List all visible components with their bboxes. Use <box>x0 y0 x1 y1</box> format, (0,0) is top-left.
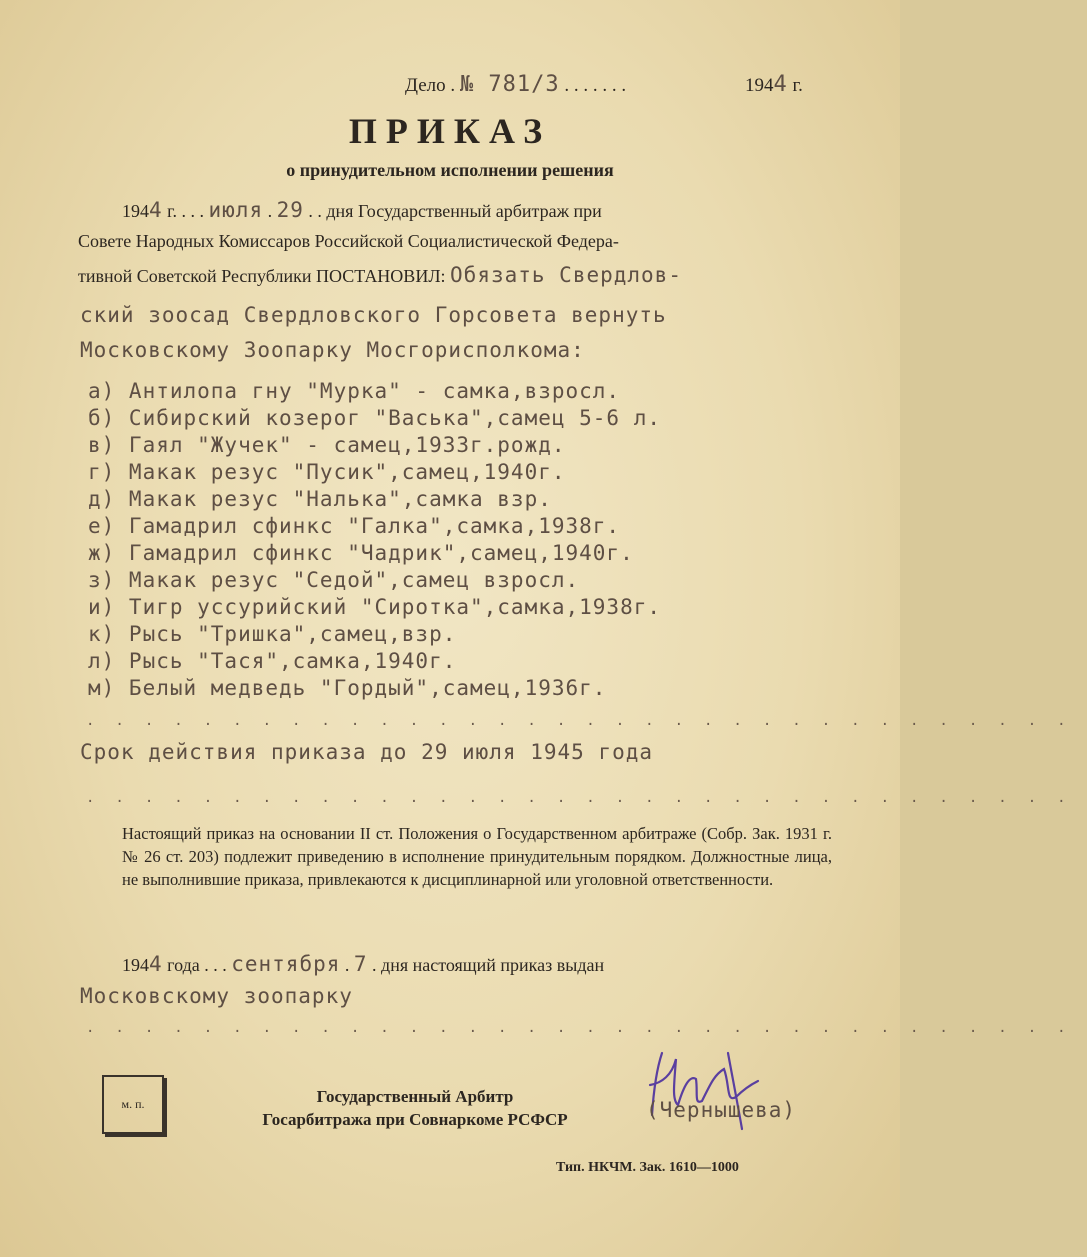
case-number: Дело . № 781/3 . . . . . . . <box>405 72 627 97</box>
decision-typed-2: ский зоосад Свердловского Горсовета вернуть <box>80 303 667 327</box>
issue-year-digit: 4 <box>149 952 163 976</box>
list-item: к) Рысь "Тришка",самец,взр. <box>88 622 457 646</box>
list-item: ж) Гамадрил сфинкс "Чадрик",самец,1940г. <box>88 541 634 565</box>
stamp-placeholder <box>102 1075 164 1134</box>
issue-date-line: 1944 года . . . сентября . 7 . дня настоящий приказ выдан <box>122 952 605 976</box>
arbiter-title-2: Госарбитража при Совнаркоме РСФСР <box>262 1110 568 1129</box>
list-item: а) Антилопа гну "Мурка" - самка,взросл. <box>88 379 621 403</box>
list-item: л) Рысь "Тася",самка,1940г. <box>88 649 457 673</box>
case-label: Дело <box>405 75 446 96</box>
stamp-label: м. п. <box>121 1097 145 1111</box>
issue-year-word: года <box>167 955 200 975</box>
document-title: ПРИКАЗ <box>348 111 552 151</box>
decision-year-prefix: 194 <box>122 201 149 221</box>
issue-text: дня настоящий приказ выдан <box>381 955 605 975</box>
header-year-digit: 4 <box>773 72 788 97</box>
dotted-separator: .................................. <box>86 1020 1087 1036</box>
decision-text-3: тивной Советской Республики ПОСТАНОВИЛ: <box>78 266 446 286</box>
issue-recipient: Московскому зоопарку <box>80 984 353 1008</box>
decision-text-2: Совете Народных Комиссаров Российской Социалистической Федера- <box>78 231 619 251</box>
dotted-separator: .................................. <box>86 790 1087 806</box>
decision-year-digit: 4 <box>149 198 163 222</box>
document-subtitle: о принудительном исполнении решения <box>286 160 614 180</box>
dotted-separator: .................................. <box>86 713 1087 729</box>
print-imprint: Тип. НКЧМ. Зак. 1610—1000 <box>556 1160 739 1175</box>
issue-month: сентября <box>231 952 341 976</box>
list-item: и) Тигр уссурийский "Сиротка",самка,1938г. <box>88 595 662 619</box>
decision-text-1: дня Государственный арбитраж при <box>326 201 602 221</box>
decision-date-line: 1944 г. . . . июля . 29 . . дня Государственный арбитраж при <box>122 198 602 222</box>
header-year-prefix: 194 <box>745 75 774 96</box>
list-item: в) Гаял "Жучек" - самец,1933г.рожд. <box>88 433 566 457</box>
list-item: м) Белый медведь "Гордый",самец,1936г. <box>88 676 607 700</box>
decision-year-suffix: г. <box>167 201 178 221</box>
case-number-value: № 781/3 <box>459 72 560 97</box>
list-item: д) Макак резус "Налька",самка взр. <box>88 487 552 511</box>
header-year <box>745 72 803 97</box>
list-item: г) Макак резус "Пусик",самец,1940г. <box>88 460 566 484</box>
list-item: з) Макак резус "Седой",самец взросл. <box>88 568 580 592</box>
decision-typed-1: Обязать Свердлов- <box>450 263 682 287</box>
decision-month: июля <box>208 198 264 222</box>
decision-text-3-wrap <box>78 263 682 287</box>
header-year-suffix: г. <box>792 75 803 96</box>
issue-year-prefix: 194 <box>122 955 149 975</box>
list-item: б) Сибирский козерог "Васька",самец 5-6 л. <box>88 406 662 430</box>
legal-notice: Настоящий приказ на основании II ст. Положения о Государственном арбитраже (Собр. Зак. 1931 г. № 26 ст. 203) подлежит приведению в исполнение принудительным порядком. Должностные лица, не выполнившие приказа, привлекаются к дисциплинарной или уголовной ответственности. <box>122 824 832 889</box>
order-term: Срок действия приказа до 29 июля 1945 года <box>80 740 654 764</box>
issue-day: 7 <box>353 952 368 976</box>
decision-day: 29 <box>276 198 304 222</box>
arbiter-title-1: Государственный Арбитр <box>316 1087 514 1106</box>
list-item: е) Гамадрил сфинкс "Галка",самка,1938г. <box>88 514 621 538</box>
signer-name: (Чернышева) <box>646 1098 797 1122</box>
decision-typed-3: Московскому Зоопарку Мосгорисполкома: <box>80 338 585 362</box>
